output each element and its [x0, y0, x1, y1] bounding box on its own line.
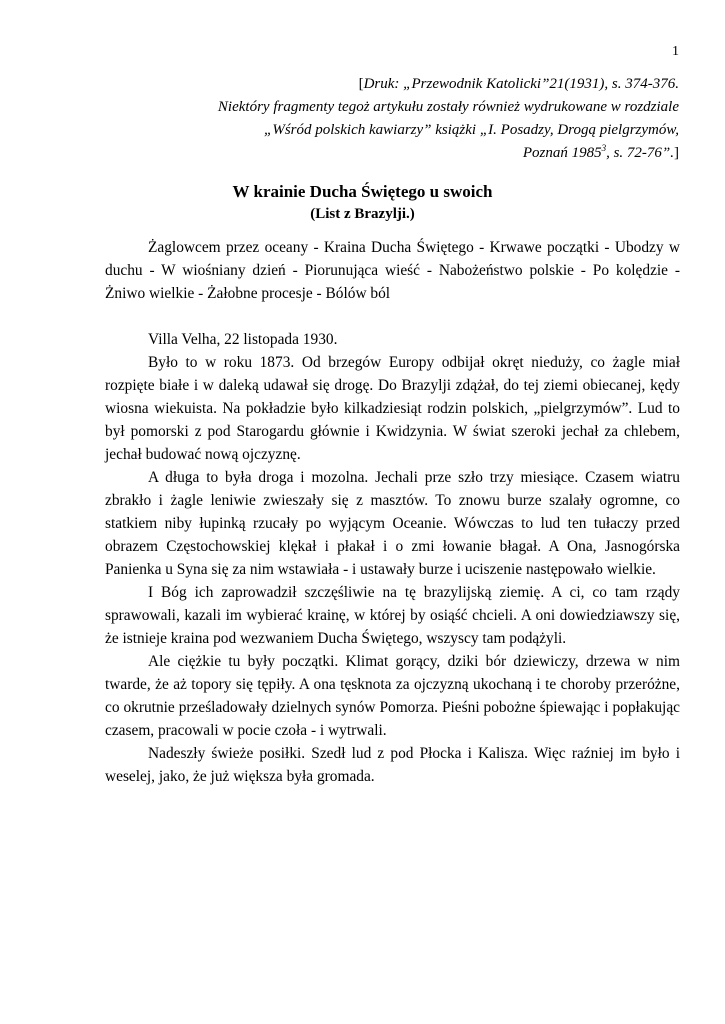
source-note-line-4 [79, 142, 679, 165]
paragraph: Nadeszły świeże posiłki. Szedł lud z pod Płocka i Kalisza. Więc raźniej im było i weselej, jako, że już większa była gromada. [105, 745, 680, 785]
source-note [79, 73, 679, 165]
source-note-line-2: Niektóry fragmenty tegoż artykułu zostały również wydrukowane w rozdziale [217, 99, 679, 115]
paragraph: Ale ciężkie tu były początki. Klimat gorący, dziki bór dziewiczy, drzewa w nim twarde, że aż topory się tępiły. A ona tęsknota za ojczyzną ukochaną i te choroby przeróżne, co okrutnie prześladowały dzielnych synów Pomorza. Pieśni pobożne śpiewając i popłakując czasem, pracowali w pocie czoła - i wytrwali. [105, 653, 680, 739]
paragraph: I Bóg ich zaprowadził szczęśliwie na tę brazylijską ziemię. A ci, co tam rządy sprawowali, kazali im wybierać krainę, w której by osiąść chcieli. A oni dowiedziawszy się, że istnieje kraina pod wezwaniem Ducha Świętego, wszyscy tam podążyli. [105, 584, 680, 647]
source-pages: , s. 72-76”. [606, 145, 674, 161]
document-title: W krainie Ducha Świętego u swoich [232, 182, 493, 201]
open-bracket: [ [358, 76, 364, 92]
paragraph: Było to w roku 1873. Od brzegów Europy odbijał okręt nieduży, co żagle miał rozpięte białe i w daleką udawał się drogę. Do Brazylji zdążał, do tej ziemi obiecanej, kędy wiosna wiekuista. Na pokładzie było kilkadziesiąt rodzin polskich, „pielgrzymów”. Lud to był pomorski z pod Starogardu głównie i Kwidzynia. W świat szeroki jechał za chlebem, jechał budować nową ojczyznę. [105, 354, 680, 463]
paragraph: A długa to była droga i mozolna. Jechali prze szło trzy miesiące. Czasem wiatru zbrakło i żagle leniwie zwieszały się z masztów. To znowu burze szalały ogromne, co statkiem niby łupinką rzucały po wyjącym Oceanie. Wówczas to lud ten tułaczy przed obrazem Częstochowskiej klękał i płakał i o zmi łowanie błagał. A Ona, Jasnogórska Panienka u Syna się za nim wstawiała - i ustawały burze i uciszenie następowało wielkie. [105, 469, 680, 578]
dateline: Villa Velha, 22 listopada 1930. [148, 331, 338, 348]
source-citation: Druk: „Przewodnik Katolicki”21(1931), s. 374-376. [363, 76, 679, 92]
source-place-year: Poznań 1985 [522, 145, 602, 161]
edition-superscript: 3 [601, 143, 607, 153]
source-note-line-1 [79, 73, 679, 96]
page-number: 1 [672, 44, 679, 59]
document-body [105, 236, 680, 788]
source-note-line-3: „Wśród polskich kawiarzy” książki „I. Posadzy, Drogą pielgrzymów, [264, 122, 679, 138]
close-bracket: ] [674, 145, 679, 161]
document-subtitle: (List z Brazylji.) [310, 206, 415, 222]
chapter-summary: Żaglowcem przez oceany - Kraina Ducha Świętego - Krwawe początki - Ubodzy w duchu - W wiośniany dzień - Piorunująca wieść - Nabożeństwo polskie - Po kolędzie - Żniwo wielkie - Żałobne procesje - Bólów ból [105, 239, 680, 302]
